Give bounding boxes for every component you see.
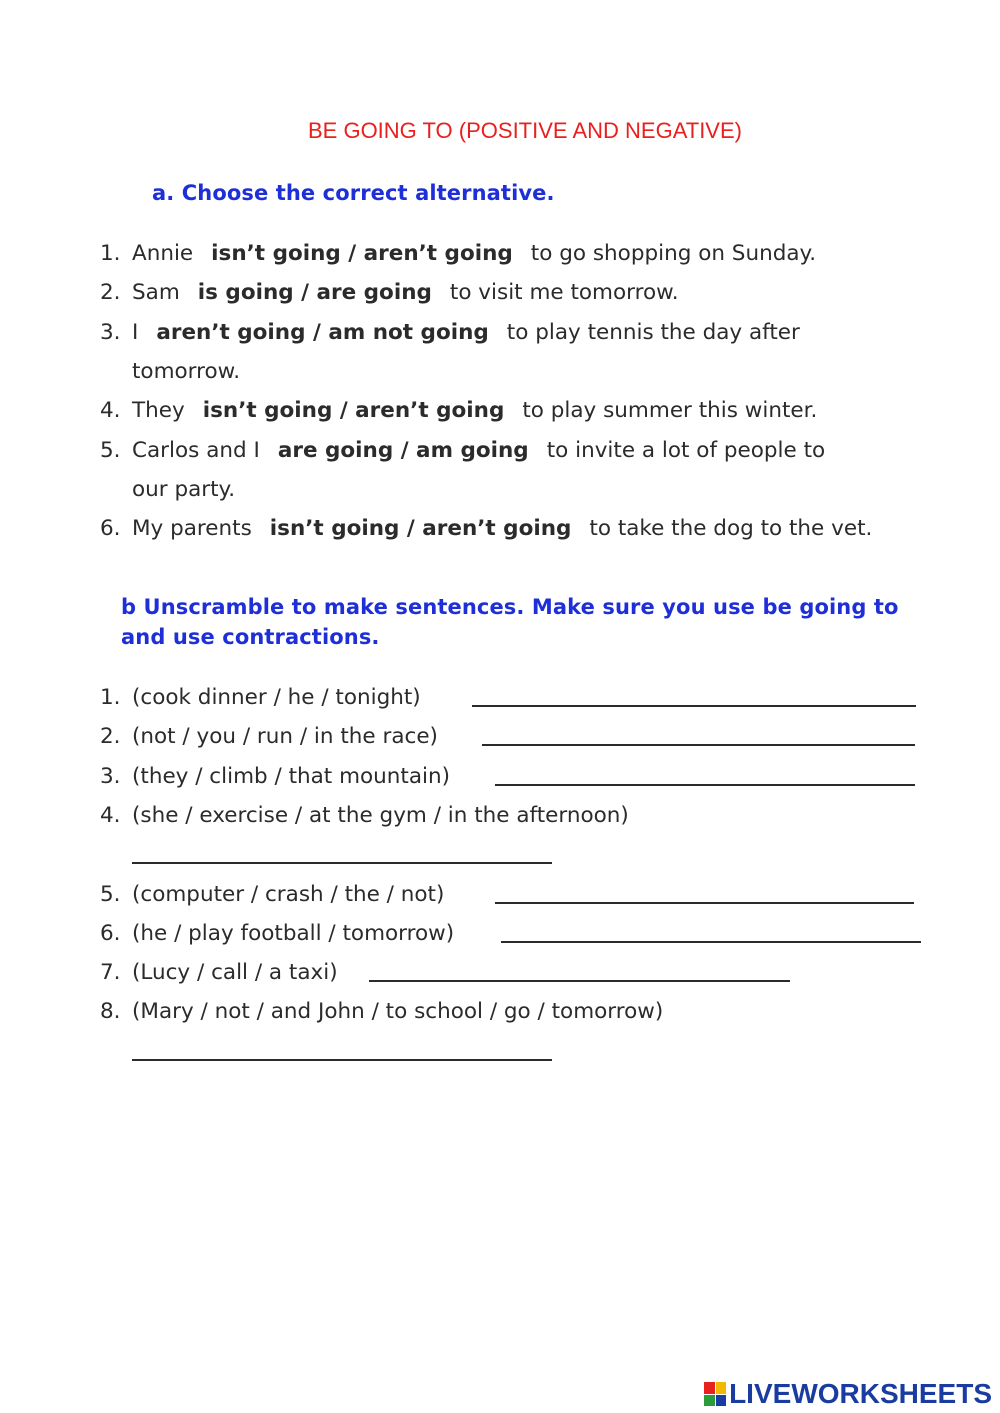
section-a-heading: a. Choose the correct alternative. (152, 181, 555, 205)
section-a-item (100, 431, 825, 470)
item-number: 6. (100, 921, 121, 946)
item-subject: I (132, 320, 139, 345)
item-number: 3. (100, 764, 121, 789)
item-number: 1. (100, 241, 121, 266)
item-prompt: (not / you / run / in the race) (132, 724, 438, 749)
item-number: 5. (100, 882, 121, 907)
item-rest: to go shopping on Sunday. (530, 241, 817, 266)
answer-line[interactable] (132, 862, 552, 864)
logo-text: LIVEWORKSHEETS (729, 1378, 992, 1409)
item-prompt: (he / play football / tomorrow) (132, 921, 455, 946)
item-options[interactable]: are going / am going (277, 438, 529, 463)
item-prompt: (Lucy / call / a taxi) (132, 960, 338, 985)
section-a-item (100, 273, 679, 312)
answer-line[interactable] (472, 705, 916, 707)
item-options[interactable]: isn’t going / aren’t going (269, 516, 572, 541)
logo-square (704, 1395, 715, 1407)
answer-line[interactable] (369, 980, 790, 982)
section-b-item (100, 992, 663, 1031)
item-rest: to play summer this winter. (522, 398, 818, 423)
section-a-item (100, 313, 800, 352)
section-b-item (100, 796, 629, 835)
section-b-item (100, 875, 444, 914)
section-b-heading-line1: b Unscramble to make sentences. Make sure you use be going to (121, 595, 899, 619)
item-options[interactable]: isn’t going / aren’t going (202, 398, 505, 423)
item-number: 2. (100, 724, 121, 749)
item-prompt: (she / exercise / at the gym / in the afternoon) (132, 803, 629, 828)
item-rest: to invite a lot of people to (546, 438, 826, 463)
item-number: 4. (100, 398, 121, 423)
liveworksheets-logo (704, 1377, 992, 1411)
item-number: 3. (100, 320, 121, 345)
item-subject: Sam (132, 280, 180, 305)
item-number: 2. (100, 280, 121, 305)
item-options[interactable]: isn’t going / aren’t going (211, 241, 513, 266)
item-rest: to play tennis the day after (506, 320, 800, 345)
item-number: 6. (100, 516, 121, 541)
section-a-item (100, 391, 817, 430)
section-b-item (100, 678, 421, 717)
item-subject: Carlos and I (132, 438, 260, 463)
item-options[interactable]: aren’t going / am not going (156, 320, 489, 345)
item-continuation: tomorrow. (132, 359, 241, 384)
section-b-heading (121, 592, 899, 652)
item-number: 5. (100, 438, 121, 463)
answer-line[interactable] (495, 784, 915, 786)
section-b-item (100, 757, 450, 796)
section-b-item (100, 914, 454, 953)
item-number: 1. (100, 685, 121, 710)
answer-line[interactable] (482, 744, 915, 746)
logo-square (704, 1382, 715, 1394)
item-subject: Annie (132, 241, 194, 266)
answer-line[interactable] (501, 941, 921, 943)
item-options[interactable]: is going / are going (197, 280, 432, 305)
worksheet-title: BE GOING TO (POSITIVE AND NEGATIVE) (308, 118, 742, 143)
item-number: 7. (100, 960, 121, 985)
item-subject: They (132, 398, 185, 423)
item-subject: My parents (132, 516, 252, 541)
logo-square (716, 1382, 727, 1394)
section-b-heading-line2: and use contractions. (121, 625, 380, 649)
logo-mark-icon (704, 1382, 726, 1406)
section-a-item (100, 234, 816, 273)
item-prompt: (computer / crash / the / not) (132, 882, 445, 907)
item-prompt: (Mary / not / and John / to school / go / tomorrow) (132, 999, 664, 1024)
section-b-item (100, 717, 438, 756)
item-rest: to visit me tomorrow. (449, 280, 679, 305)
item-number: 4. (100, 803, 121, 828)
section-a-item (100, 509, 872, 548)
item-number: 8. (100, 999, 121, 1024)
section-b-item (100, 953, 338, 992)
item-continuation: our party. (132, 477, 236, 502)
item-prompt: (cook dinner / he / tonight) (132, 685, 421, 710)
answer-line[interactable] (495, 902, 914, 904)
answer-line[interactable] (132, 1059, 552, 1061)
item-rest: to take the dog to the vet. (589, 516, 873, 541)
logo-square (716, 1395, 727, 1407)
item-prompt: (they / climb / that mountain) (132, 764, 451, 789)
